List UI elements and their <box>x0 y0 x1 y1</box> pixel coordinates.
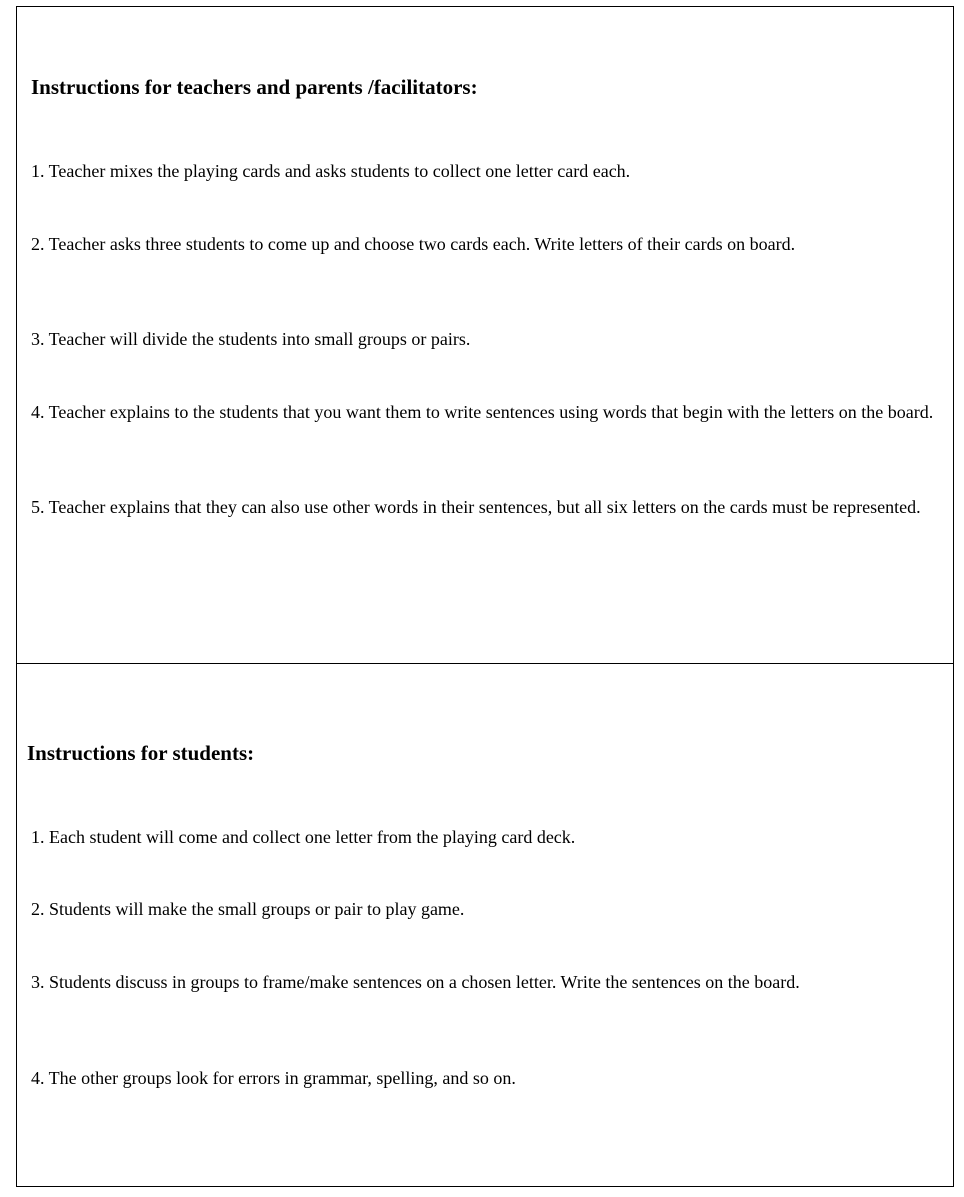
student-instruction-item: 1. Each student will come and collect one letter from the playing card deck. <box>31 827 576 847</box>
student-instruction-item: 3. Students discuss in groups to frame/make sentences on a chosen letter. Write the sentences on the board. <box>31 972 800 992</box>
teachers-instructions-section <box>17 7 953 664</box>
teacher-instruction-item: 5. Teacher explains that they can also use other words in their sentences, but all six letters on the cards must be represented. <box>31 497 921 517</box>
student-instruction-item: 2. Students will make the small groups or pair to play game. <box>31 899 465 919</box>
teachers-instructions-heading: Instructions for teachers and parents /facilitators: <box>31 75 478 99</box>
students-instructions-heading: Instructions for students: <box>27 741 255 765</box>
instructions-table <box>16 6 954 1187</box>
student-instruction-item: 4. The other groups look for errors in grammar, spelling, and so on. <box>31 1068 516 1088</box>
teacher-instruction-item: 3. Teacher will divide the students into small groups or pairs. <box>31 329 471 349</box>
teacher-instruction-item: 2. Teacher asks three students to come up and choose two cards each. Write letters of their cards on board. <box>31 234 796 254</box>
students-instructions-section <box>17 664 953 1186</box>
teacher-instruction-item: 4. Teacher explains to the students that you want them to write sentences using words that begin with the letters on the board. <box>31 402 934 422</box>
teacher-instruction-item: 1. Teacher mixes the playing cards and asks students to collect one letter card each. <box>31 161 631 181</box>
